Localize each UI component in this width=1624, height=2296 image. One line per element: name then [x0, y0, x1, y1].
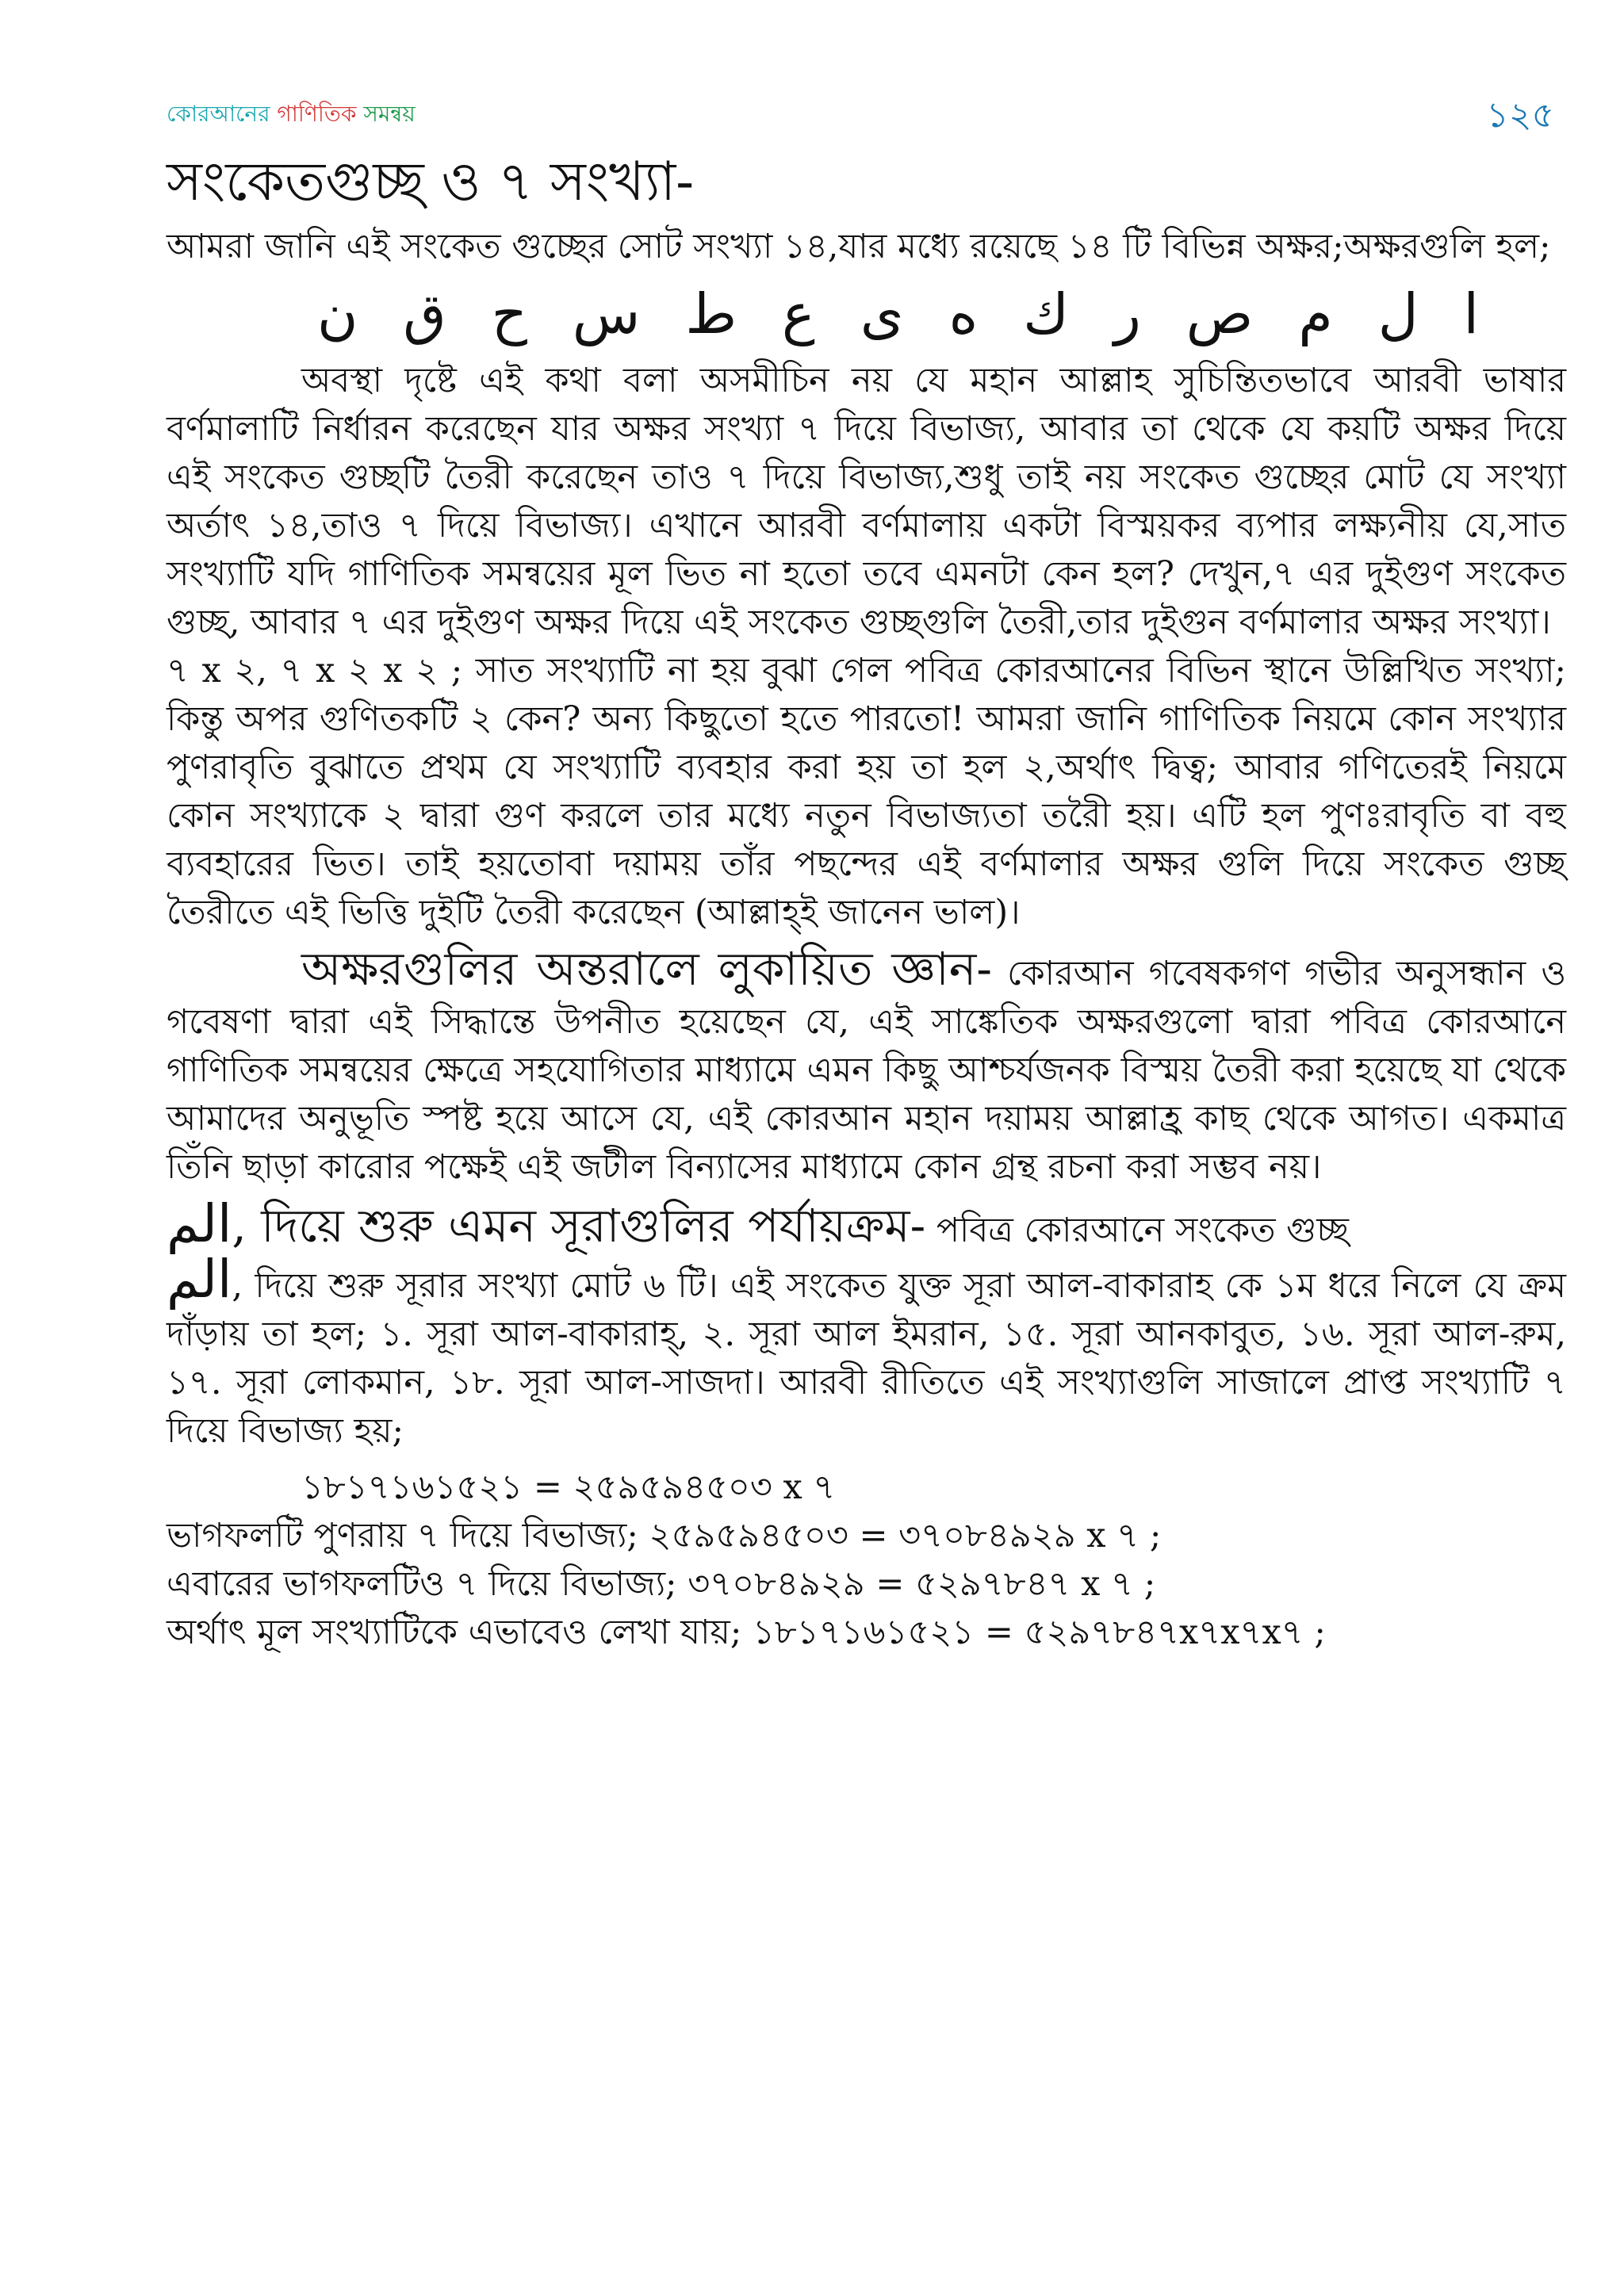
intro-paragraph: আমরা জানি এই সংকেত গুচ্ছের সোট সংখ্যা ১৪,যার মধ্যে রয়েছে ১৪ টি বিভিন্ন অক্ষর;অক্ষরগুলি হল; [167, 227, 1551, 266]
arabic-letter: ط [685, 281, 737, 346]
arabic-letter: ر [1113, 281, 1141, 346]
arabic-letter: ق [403, 281, 446, 346]
arabic-alm-heading: الم [167, 1193, 232, 1254]
alm-heading-tail: পবিত্র কোরআনে সংকেত গুচ্ছ [925, 1211, 1349, 1250]
arabic-letter: ل [1377, 281, 1419, 346]
paragraph-multiplier-two: ৭ x ২, ৭ x ২ x ২ ; সাত সংখ্যাটি না হয় বুঝা গেল পবিত্র কোরআনের বিভিন স্থানে উল্লিখিত সংখ্যা; কিন্তু অপর গুণিতকটি ২ কেন? অন্য কিছুতো হতে পারতো! আমরা জানি গাণিতিক নিয়মে কোন সংখ্যার পুণরাবৃতি বুঝাতে প্রথম যে সংখ্যাটি ব্যবহার করা হয় তা হল ২,অর্থাৎ দ্বিত্ব; আবার গণিতেরই নিয়মে কোন সংখ্যাকে ২ দ্বারা গুণ করলে তার মধ্যে নতুন বিভাজ্যতা তরৈী হয়। এটি হল পুণঃরাবৃতি বা বহু ব্যবহারের ভিত। তাই হয়তোবা দয়াময় তাঁর পছন্দের এই বর্ণমালার অক্ষর গুলি দিয়ে সংকেত গুচ্ছ তৈরীতে এই ভিত্তি দুইটি তৈরী করেছেন (আল্লাহ্ই জানেন ভাল)। [167, 651, 1566, 932]
arabic-letter: ه [948, 281, 979, 346]
arabic-letter: ع [782, 281, 815, 346]
hidden-knowledge-body: কোরআন গবেষকগণ গভীর অনুসন্ধান ও গবেষণা দ্বারা এই সিদ্ধান্তে উপনীত হয়েছেন যে, এই সাঙ্কেতিক অক্ষরগুলো দ্বারা পবিত্র কোরআনে গাণিতিক সমন্বয়ের ক্ষেত্রে সহযোগিতার মাধ্যামে এমন কিছু আশ্চর্যজনক বিস্ময় তৈরী করা হয়েছে যা থেকে আমাদের অনুভূতি স্পষ্ট হয়ে আসে যে, এই কোরআন মহান দয়াময় আল্লাহ্র কাছ থেকে আগত। একমাত্র তিঁনি ছাড়া কারোর পক্ষেই এই জটীল বিন্যাসের মাধ্যামে কোন গ্রন্থ রচনা করা সম্ভব নয়। [167, 954, 1566, 1187]
section-heading-code-groups: সংকেতগুচ্ছ ও ৭ সংখ্যা- [167, 151, 695, 213]
arabic-letters-row [167, 274, 1566, 354]
equation-2: ভাগফলটি পুণরায় ৭ দিয়ে বিভাজ্য; ২৫৯৫৯৪৫০৩ = ৩৭০৮৪৯২৯ x ৭ ; [167, 1516, 1162, 1556]
arabic-letter: ح [491, 281, 527, 346]
page-body [167, 147, 1566, 1657]
paragraph-alphabet-divisibility: অবস্থা দৃষ্টে এই কথা বলা অসমীচিন নয় যে মহান আল্লাহ সুচিন্তিতভাবে আরবী ভাষার বর্ণমালাটি নির্ধারন করেছেন যার অক্ষর সংখ্যা ৭ দিয়ে বিভাজ্য, আবার তা থেকে যে কয়টি অক্ষর দিয়ে এই সংকেত গুচ্ছটি তৈরী করেছেন তাও ৭ দিয়ে বিভাজ্য,শুধু তাই নয় সংকেত গুচ্ছের মোট যে সংখ্যা অর্তাৎ ১৪,তাও ৭ দিয়ে বিভাজ্য। এখানে আরবী বর্ণমালায় একটা বিস্ময়কর ব্যপার লক্ষ্যনীয় যে,সাত সংখ্যাটি যদি গাণিতিক সমন্বয়ের মূল ভিত না হতো তবে এমনটা কেন হল? দেখুন,৭ এর দুইগুণ সংকেত গুচ্ছ, আবার ৭ এর দুইগুণ অক্ষর দিয়ে এই সংকেত গুচ্ছগুলি তৈরী,তার দুইগুন বর্ণমালার অক্ষর সংখ্যা। [167, 361, 1566, 642]
arabic-letter: ك [1023, 281, 1069, 346]
arabic-letter: ا [1463, 281, 1479, 346]
paragraph-alm-heading [167, 1193, 1566, 1255]
book-title-part-3: সমন্বয় [363, 101, 416, 127]
arabic-letter: م [1298, 281, 1333, 346]
arabic-letter: س [572, 281, 641, 346]
running-header [167, 89, 1554, 136]
alm-surahs-body: , দিয়ে শুরু সূরার সংখ্যা মোট ৬ টি। এই সংকেত যুক্ত সূরা আল-বাকারাহ কে ১ম ধরে নিলে যে ক্রম দাঁড়ায় তা হল; ১. সূরা আল-বাকারাহ্, ২. সূরা আল ইমরান, ১৫. সূরা আনকাবুত, ১৬. সূরা আল-রুম, ১৭. সূরা লোকমান, ১৮. সূরা আল-সাজদা। আরবী রীতিতে এই সংখ্যাগুলি সাজালে প্রাপ্ত সংখ্যাটি ৭ দিয়ে বিভাজ্য হয়; [167, 1266, 1566, 1451]
book-title [167, 97, 416, 134]
equation-1: ১৮১৭১৬১৫২১ = ২৫৯৫৯৪৫০৩ x ৭ [301, 1468, 836, 1507]
arabic-letter: ص [1185, 281, 1254, 346]
arabic-alm-inline: الم [167, 1249, 232, 1310]
book-title-part-2: গাণিতিক [277, 101, 364, 127]
run-in-heading-alm-sequence: , দিয়ে শুরু এমন সূরাগুলির পর্যায়ক্রম- [232, 1199, 926, 1253]
paragraph-alm-surahs [167, 1249, 1566, 1456]
book-title-part-1: কোরআনের [167, 101, 278, 127]
equation-4: অর্থাৎ মূল সংখ্যাটিকে এভাবেও লেখা যায়; ১৮১৭১৬১৫২১ = ৫২৯৭৮৪৭x৭x৭x৭ ; [167, 1613, 1326, 1652]
arabic-letter: ى [860, 281, 904, 346]
run-in-heading-hidden-knowledge: অক্ষরগুলির অন্তরালে লুকায়িত জ্ঞান- [301, 942, 992, 996]
equation-3: এবারের ভাগফলটিও ৭ দিয়ে বিভাজ্য; ৩৭০৮৪৯২৯ = ৫২৯৭৮৪৭ x ৭ ; [167, 1564, 1156, 1604]
page-number: ১২৫ [1486, 95, 1554, 136]
paragraph-hidden-knowledge [167, 942, 1566, 1192]
arabic-letter: ن [317, 281, 358, 346]
